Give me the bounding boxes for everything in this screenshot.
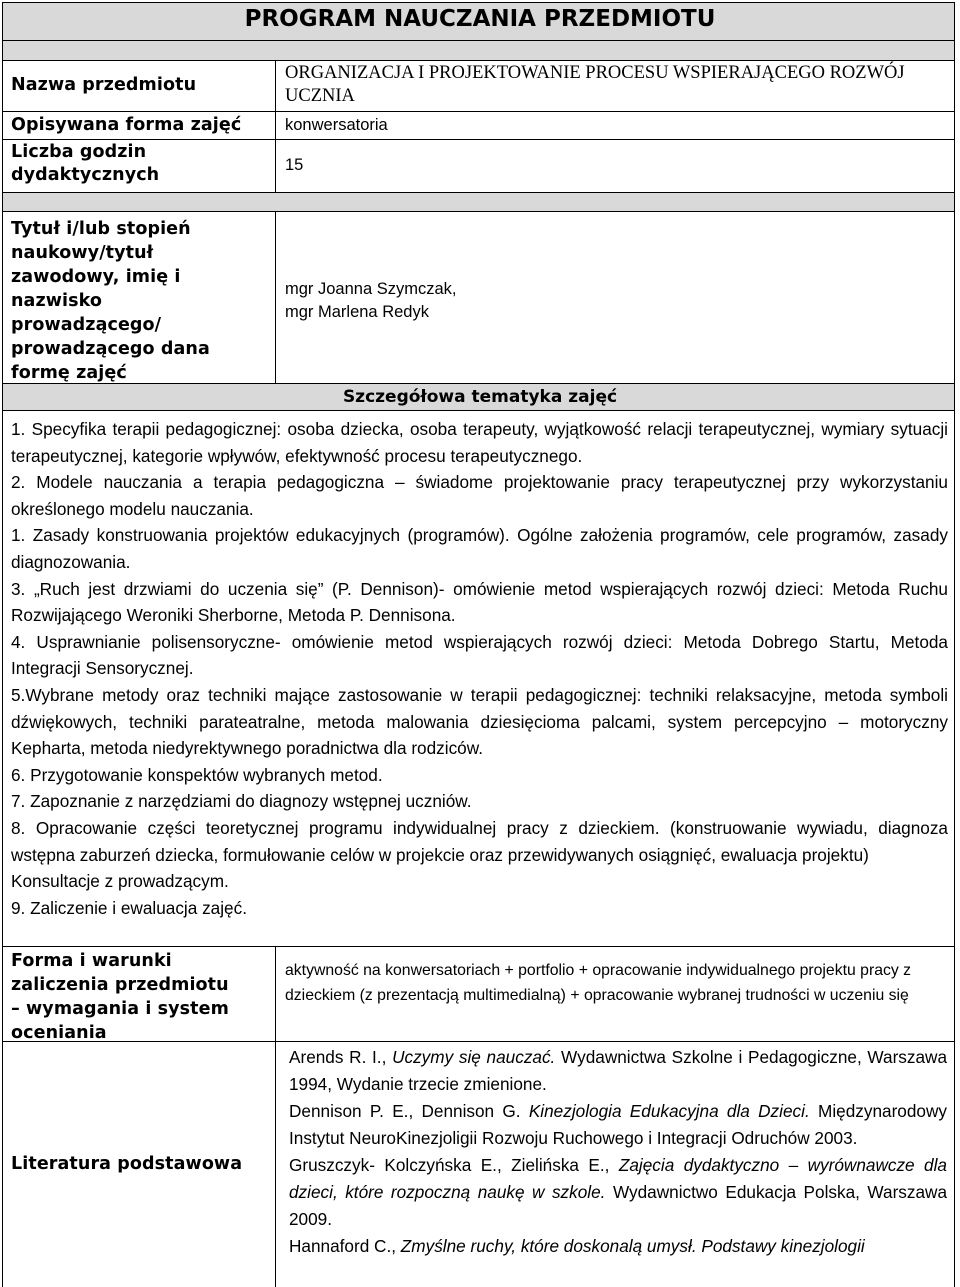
hours-label-line-1: Liczba godzin: [11, 142, 147, 162]
rule: [954, 2, 955, 1287]
rule: [2, 946, 955, 947]
rule: [2, 410, 955, 411]
literature-list: [289, 1044, 947, 1260]
literature-title: Uczymy się nauczać.: [392, 1047, 556, 1067]
topics-heading: Szczegółowa tematyka zajęć: [342, 387, 618, 407]
literature-item: [289, 1233, 947, 1260]
rule: [2, 60, 955, 61]
subject-label: Nazwa przedmiotu: [11, 75, 197, 95]
rule: [2, 211, 955, 212]
literature-details: Wydawnictwo Edukacja Polska, Warszawa 2009.: [289, 1182, 948, 1229]
topic-item: 6. Przygotowanie konspektów wybranych metod.: [11, 764, 383, 785]
lecturer-label-line: prowadzącego dana: [11, 339, 210, 359]
page-title: PROGRAM NAUCZANIA PRZEDMIOTU: [244, 6, 716, 32]
rule: [2, 192, 955, 193]
lecturer-value-line-1: mgr Joanna Szymczak,: [285, 280, 457, 298]
rule: [2, 139, 955, 140]
literature-item: [289, 1044, 947, 1098]
literature-item: [289, 1098, 947, 1152]
literature-author: Hannaford C.,: [289, 1236, 397, 1256]
topic-item: 8. Opracowanie części teoretycznej programu indywidualnej pracy z dzieckiem. (konstruowanie wywiadu, diagnoza wstępna zaburzeń dziecka, formułowanie celów w projekcie oraz przewidywanych osiągnięć, ewaluacja projektu): [11, 817, 948, 865]
assessment-label-line: – wymagania i system: [11, 999, 229, 1019]
assessment-label-line: zaliczenia przedmiotu: [11, 975, 229, 995]
hours-value: 15: [285, 156, 304, 174]
lecturer-label-line: nazwisko: [11, 291, 103, 311]
rule: [2, 111, 955, 112]
topic-item: 9. Zaliczenie i ewaluacja zajęć.: [11, 897, 247, 918]
assessment-label-line: oceniania: [11, 1023, 107, 1043]
rule: [275, 60, 276, 193]
literature-title: Kinezjologia Edukacyjna dla Dzieci.: [528, 1101, 810, 1121]
literature-title: Zmyślne ruchy, które doskonalą umysł. Podstawy kinezjologii: [400, 1236, 865, 1256]
rule: [275, 211, 276, 384]
spacer-band-2: [3, 193, 954, 211]
rule: [2, 2, 3, 1287]
literature-details: Międzynarodowy Instytut NeuroKinezjoligii Rozwoju Ruchowego i Integracji Odruchów 2003.: [289, 1101, 947, 1148]
lecturer-label-line: zawodowy, imię i: [11, 267, 181, 287]
topic-item: 1. Specyfika terapii pedagogicznej: osoba dziecka, osoba terapeuty, wyjątkowość relacji terapeutycznej, wymiary sytuacji terapeutycznej, kategorie wpływów, efektywność procesu terapeutycznego.: [11, 419, 948, 466]
rule: [275, 946, 276, 1287]
lecturer-label-line: Tytuł i/lub stopień: [11, 219, 191, 239]
topic-item: 1. Zasady konstruowania projektów edukacyjnych (programów). Ogólne założenia programów, cele programów, zasady diagnozowania.: [11, 525, 948, 572]
topic-item: 4. Usprawnianie polisensoryczne- omówienie metod wspierających rozwój dzieci: Metoda Dobrego Startu, Metoda Integracji Sensorycznej.: [11, 631, 948, 679]
topics-list: [11, 416, 948, 921]
form-label: Opisywana forma zajęć: [11, 115, 242, 135]
topic-item: 3. „Ruch jest drzwiami do uczenia się” (P. Dennison)- omówienie metod wspierających rozwój dzieci: Metoda Ruchu Rozwijającego Weroniki Sherborne, Metoda P. Dennisona.: [11, 578, 948, 626]
assessment-label-line: Forma i warunki: [11, 951, 172, 971]
lecturer-value-line-2: mgr Marlena Redyk: [285, 303, 429, 321]
form-value: konwersatoria: [285, 116, 388, 134]
literature-title: Zajęcia dydaktyczno – wyrównawcze dla dzieci, które rozpoczną naukę w szkole.: [289, 1155, 947, 1202]
header-spacer-band: [3, 41, 954, 60]
literature-details: Wydawnictwa Szkolne i Pedagogiczne, Warszawa 1994, Wydanie trzecie zmienione.: [289, 1047, 948, 1094]
subject-value: ORGANIZACJA I PROJEKTOWANIE PROCESU WSPIERAJĄCEGO ROZWÓJ UCZNIA: [285, 63, 905, 106]
lecturer-label-line: prowadzącego/: [11, 315, 162, 335]
topic-item: Konsultacje z prowadzącym.: [11, 871, 229, 892]
literature-label: Literatura podstawowa: [11, 1154, 243, 1174]
topic-item: 5.Wybrane metody oraz techniki mające zastosowanie w terapii pedagogicznej: techniki relaksacyjne, metoda symboli dźwiękowych, techniki parateatralne, metoda malowania dziesięcioma palcami, system percepcyjno – motoryczny Kepharta, metoda niedyrektywnego poradnictwa dla rodziców.: [11, 684, 948, 759]
rule: [2, 40, 955, 41]
rule: [2, 383, 955, 384]
literature-item: [289, 1152, 947, 1233]
literature-author: Gruszczyk- Kolczyńska E., Zielińska E.,: [289, 1155, 610, 1175]
lecturer-label-line: formę zajęć: [11, 363, 127, 383]
literature-author: Dennison P. E., Dennison G.: [289, 1101, 521, 1121]
rule: [2, 1041, 955, 1042]
hours-label-line-2: dydaktycznych: [11, 165, 160, 185]
lecturer-label-line: naukowy/tytuł: [11, 243, 154, 263]
literature-author: Arends R. I.,: [289, 1047, 387, 1067]
topic-item: 2. Modele nauczania a terapia pedagogiczna – świadome projektowanie pracy terapeutycznej przy wykorzystaniu określonego modelu nauczania.: [11, 472, 948, 519]
rule: [2, 2, 955, 3]
topic-item: 7. Zapoznanie z narzędziami do diagnozy wstępnej uczniów.: [11, 791, 472, 812]
assessment-value: aktywność na konwersatoriach + portfolio + opracowanie indywidualnego projektu pracy z dzieckiem (z prezentacją multimedialną) + opracowanie wybranej trudności w uczeniu się: [285, 962, 912, 1004]
